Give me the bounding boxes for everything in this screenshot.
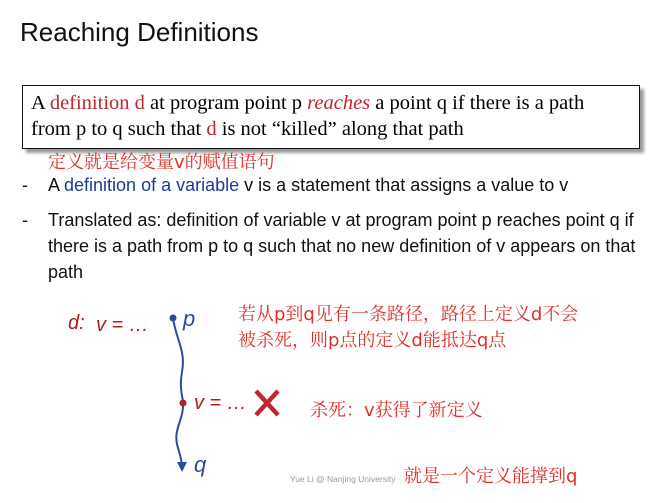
bullet2-text: Translated as: definition of variable v at program point p reaches point q if there is a path from p to q such that no new definition of v appears on that path [48, 210, 636, 282]
box-text-b: at program point p [144, 92, 308, 114]
bullet1-highlight: definition of a variable [64, 175, 240, 195]
bullet-dash: - [22, 175, 28, 195]
chinese-note-definition: 定义就是给变量v的赋值语句 [48, 152, 275, 173]
new-def-statement: v = … [194, 392, 247, 414]
footer-credit: Yue Li @ Nanjing University [290, 474, 396, 484]
chinese-bottom-note: 就是一个定义能撑到q [404, 466, 578, 487]
kill-point-dot [180, 400, 187, 407]
box-text-c: a point q if there is a path [370, 92, 585, 114]
def-label: d: [68, 312, 85, 334]
box-text-d: from p to q such that [31, 118, 207, 140]
chinese-explanation-line1: 若从p到q见有一条路径，路径上定义d不会 [238, 304, 579, 325]
point-q-label: q [194, 452, 207, 477]
chinese-kill-note: 杀死：v获得了新定义 [310, 400, 483, 421]
bullet1-a: A [48, 175, 65, 195]
box-text-a: A [31, 92, 50, 114]
slide-title: Reaching Definitions [20, 17, 259, 47]
box-text-e: is not “killed” along that path [216, 118, 464, 140]
bullet1-c: v is a statement that assigns a value to v [239, 175, 569, 195]
box-d: d [206, 118, 217, 140]
box-definition-d: definition d [49, 92, 145, 114]
box-reaches: reaches [307, 92, 371, 114]
bullet-dash: - [22, 210, 28, 230]
point-p-label: p [183, 306, 196, 331]
arrow-head-icon [177, 462, 187, 472]
def-statement: v = … [96, 314, 149, 336]
chinese-explanation [238, 302, 578, 354]
point-p-dot [170, 315, 177, 322]
chinese-explanation-line2: 被杀死，则p点的定义d能抵达q点 [238, 330, 507, 351]
path-curve [173, 318, 183, 466]
